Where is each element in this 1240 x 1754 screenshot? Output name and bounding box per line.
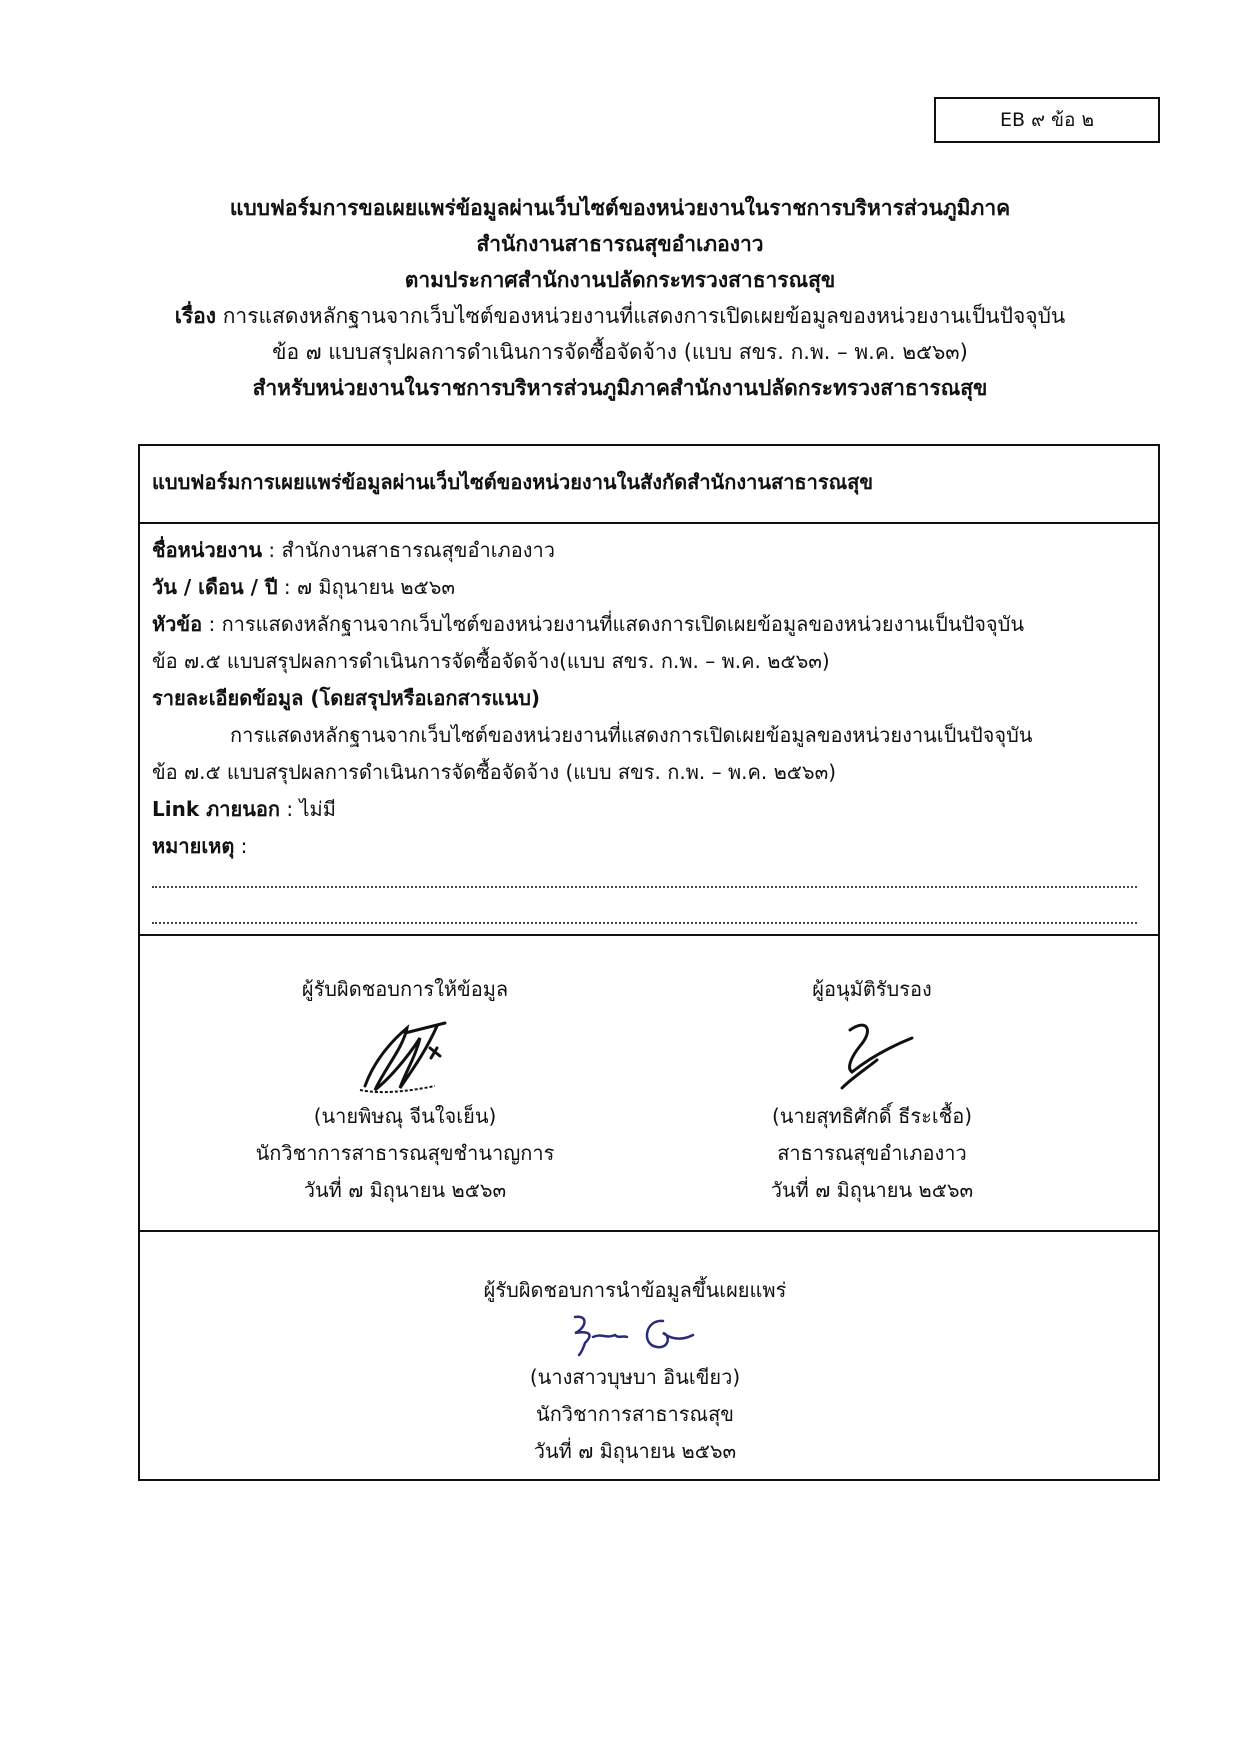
header-subject-text: การแสดงหลักฐานจากเว็บไซต์ของหน่วยงานที่แสดงการเปิดเผยข้อมูลของหน่วยงานเป็นปัจจุบัน xyxy=(216,304,1066,328)
signature-right-icon xyxy=(812,1008,932,1098)
signature-bottom-icon xyxy=(545,1309,725,1359)
document-header xyxy=(0,190,1240,406)
signer-bottom-role: ผู้รับผิดชอบการนำข้อมูลขึ้นเผยแพร่ xyxy=(483,1278,787,1302)
signer-right xyxy=(652,971,1092,1209)
signer-left-name: (นายพิษณุ จีนใจเย็น) xyxy=(313,1104,497,1128)
link-value: : ไม่มี xyxy=(280,797,336,821)
header-office: สำนักงานสาธารณสุขอำเภองาว xyxy=(476,232,764,256)
signer-left-position: นักวิชาการสาธารณสุขชำนาญการ xyxy=(255,1141,555,1165)
detail-value-1: การแสดงหลักฐานจากเว็บไซต์ของหน่วยงานที่แสดงการเปิดเผยข้อมูลของหน่วยงานเป็นปัจจุบัน xyxy=(230,723,1033,747)
date-line xyxy=(152,571,455,603)
publisher-row xyxy=(140,1232,1158,1479)
link-label: Link ภายนอก xyxy=(152,797,281,821)
detail-label: รายละเอียดข้อมูล (โดยสรุปหรือเอกสารแนบ) xyxy=(152,686,541,710)
signer-bottom xyxy=(415,1272,855,1470)
approval-row xyxy=(140,936,1158,1232)
signer-left-date: วันที่ ๗ มิถุนายน ๒๕๖๓ xyxy=(303,1178,507,1202)
signature-left-icon xyxy=(345,1008,465,1098)
header-subject xyxy=(0,298,1240,334)
signer-right-name: (นายสุทธิศักดิ์ ธีระเชื้อ) xyxy=(771,1104,973,1128)
org-line xyxy=(152,534,555,566)
signer-right-date: วันที่ ๗ มิถุนายน ๒๕๖๓ xyxy=(770,1178,974,1202)
signer-bottom-date: วันที่ ๗ มิถุนายน ๒๕๖๓ xyxy=(533,1439,737,1463)
form-title: แบบฟอร์มการเผยแพร่ข้อมูลผ่านเว็บไซต์ของหน่วยงานในสังกัดสำนักงานสาธารณสุข xyxy=(152,470,874,494)
details-row xyxy=(140,524,1158,936)
date-value: : ๗ มิถุนายน ๒๕๖๓ xyxy=(277,575,456,599)
signer-right-position: สาธารณสุขอำเภองาว xyxy=(777,1141,967,1165)
detail-value-2: ข้อ ๗.๕ แบบสรุปผลการดำเนินการจัดซื้อจัดจ้าง (แบบ สขร. ก.พ. – พ.ค. ๒๕๖๓) xyxy=(152,760,837,784)
header-title: แบบฟอร์มการขอเผยแพร่ข้อมูลผ่านเว็บไซต์ของหน่วยงานในราชการบริหารส่วนภูมิภาค xyxy=(229,196,1011,220)
header-subject-label: เรื่อง xyxy=(174,304,217,328)
header-announcement: ตามประกาศสำนักงานปลัดกระทรวงสาธารณสุข xyxy=(404,268,836,292)
signer-bottom-position: นักวิชาการสาธารณสุข xyxy=(536,1402,734,1426)
topic-line xyxy=(152,608,1024,640)
topic-value: : การแสดงหลักฐานจากเว็บไซต์ของหน่วยงานที่แสดงการเปิดเผยข้อมูลของหน่วยงานเป็นปัจจุบัน xyxy=(202,612,1025,636)
document-code: EB ๙ ข้อ ๒ xyxy=(1000,109,1094,131)
signer-left-role: ผู้รับผิดชอบการให้ข้อมูล xyxy=(301,977,509,1001)
signer-bottom-name: (นางสาวบุษบา อินเขียว) xyxy=(529,1365,741,1389)
topic-label: หัวข้อ xyxy=(152,612,203,636)
note-line xyxy=(152,830,247,862)
note-label: หมายเหตุ xyxy=(152,834,235,858)
form-table xyxy=(138,444,1160,1481)
note-dotted-line-1 xyxy=(152,886,1137,888)
topic-line-2: ข้อ ๗.๕ แบบสรุปผลการดำเนินการจัดซื้อจัดจ้าง(แบบ สขร. ก.พ. – พ.ค. ๒๕๖๓) xyxy=(152,649,830,673)
link-line xyxy=(152,793,336,825)
date-label: วัน / เดือน / ปี xyxy=(152,575,278,599)
org-value: : สำนักงานสาธารณสุขอำเภองาว xyxy=(262,538,555,562)
note-value: : xyxy=(234,834,248,858)
note-dotted-line-2 xyxy=(152,922,1137,924)
document-code-box xyxy=(934,97,1160,143)
signer-left xyxy=(185,971,625,1209)
org-label: ชื่อหน่วยงาน xyxy=(152,538,263,562)
header-clause: ข้อ ๗ แบบสรุปผลการดำเนินการจัดซื้อจัดจ้าง (แบบ สขร. ก.พ. – พ.ค. ๒๕๖๓) xyxy=(272,340,968,364)
header-for-units: สำหรับหน่วยงานในราชการบริหารส่วนภูมิภาคสำนักงานปลัดกระทรวงสาธารณสุข xyxy=(252,376,988,400)
form-title-row xyxy=(140,446,1158,524)
signer-right-role: ผู้อนุมัติรับรอง xyxy=(812,977,932,1001)
